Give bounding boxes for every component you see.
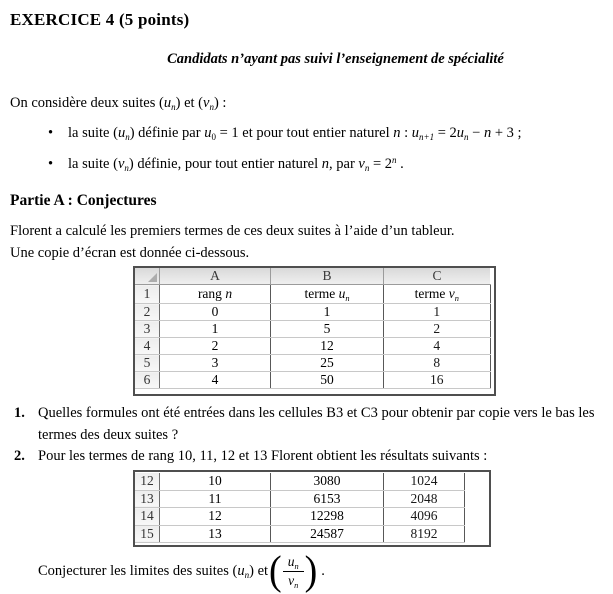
cell-a14: 12 bbox=[160, 508, 271, 526]
bullet-item-vn bbox=[10, 149, 603, 180]
row-number: 3 bbox=[135, 321, 160, 338]
question-1 bbox=[10, 403, 603, 446]
cell-a6: 4 bbox=[160, 372, 271, 389]
row-number: 6 bbox=[135, 372, 160, 389]
sequence-definitions-list bbox=[10, 118, 603, 180]
row-number: 14 bbox=[135, 508, 160, 526]
spreadsheet-table-1 bbox=[135, 268, 491, 389]
cell-b2: 1 bbox=[271, 304, 384, 321]
bullet-text-un: la suite $(u_n)$ définie par $u_0 = 1$ et pour tout entier naturel n : $u_{n+1} = 2u_n - n + 3$ ; bbox=[68, 125, 522, 143]
column-header-a: A bbox=[160, 268, 271, 285]
row-number: 1 bbox=[135, 285, 160, 304]
cell-b1: terme $u_n$ bbox=[271, 285, 384, 304]
row-number: 2 bbox=[135, 304, 160, 321]
cell-b3: 5 bbox=[271, 321, 384, 338]
big-close-paren: ) bbox=[304, 548, 318, 594]
cell-b13: 6153 bbox=[271, 490, 384, 508]
question-1-text: Quelles formules ont été entrées dans les cellules B3 et C3 pour obtenir par copie vers le bas les termes des deux suites ? bbox=[38, 405, 595, 443]
cell-c3: 2 bbox=[384, 321, 491, 338]
question-2 bbox=[10, 446, 603, 468]
cell-c14: 4096 bbox=[384, 508, 465, 526]
question-2-text: Pour les termes de rang 10, 11, 12 et 13 Florent obtient les résultats suivants : bbox=[38, 448, 488, 464]
cell-c5: 8 bbox=[384, 355, 491, 372]
cell-a3: 1 bbox=[160, 321, 271, 338]
cell-c6: 16 bbox=[384, 372, 491, 389]
cell-a13: 11 bbox=[160, 490, 271, 508]
bullet-icon: • bbox=[48, 156, 54, 172]
exercise-title: EXERCICE 4 (5 points) bbox=[10, 10, 190, 29]
cell-a1: rang n bbox=[160, 285, 271, 304]
cell-a12: 10 bbox=[160, 473, 271, 491]
question-1-number: 1. bbox=[14, 405, 25, 421]
cell-c4: 4 bbox=[384, 338, 491, 355]
cell-c12: 1024 bbox=[384, 473, 465, 491]
cell-b6: 50 bbox=[271, 372, 384, 389]
part-a-paragraph-1: Florent a calculé les premiers termes de ces deux suites à l’aide d’un tableur. bbox=[10, 223, 455, 239]
cell-b14: 12298 bbox=[271, 508, 384, 526]
part-a-heading: Partie A : Conjectures bbox=[10, 192, 157, 209]
period: . bbox=[321, 562, 325, 579]
fraction-numerator: $u_n$ bbox=[283, 554, 304, 572]
row-number: 13 bbox=[135, 490, 160, 508]
cell-c2: 1 bbox=[384, 304, 491, 321]
spreadsheet-screenshot-2 bbox=[133, 470, 491, 548]
bullet-text-vn: la suite $(v_n)$ définie, pour tout entier naturel n, par $v_n = 2^n$ . bbox=[68, 155, 404, 174]
select-all-corner bbox=[135, 268, 160, 285]
spreadsheet-table-2 bbox=[135, 473, 465, 544]
cell-b5: 25 bbox=[271, 355, 384, 372]
conclusion-line bbox=[10, 549, 603, 593]
exercise-subtitle: Candidats n’ayant pas suivi l’enseignement de spécialité bbox=[167, 51, 504, 67]
cell-a15: 13 bbox=[160, 525, 271, 543]
cell-a2: 0 bbox=[160, 304, 271, 321]
cell-a4: 2 bbox=[160, 338, 271, 355]
bullet-icon: • bbox=[48, 125, 54, 141]
row-number: 5 bbox=[135, 355, 160, 372]
row-number: 15 bbox=[135, 525, 160, 543]
corner-triangle-icon bbox=[148, 273, 157, 282]
bullet-item-un bbox=[10, 118, 603, 149]
cell-b15: 24587 bbox=[271, 525, 384, 543]
cell-a5: 3 bbox=[160, 355, 271, 372]
spreadsheet-screenshot-1 bbox=[133, 266, 496, 396]
part-a-paragraph-2: Une copie d’écran est donnée ci-dessous. bbox=[10, 245, 250, 261]
row-number: 12 bbox=[135, 473, 160, 491]
row-number: 4 bbox=[135, 338, 160, 355]
cell-c15: 8192 bbox=[384, 525, 465, 543]
column-header-c: C bbox=[384, 268, 491, 285]
intro-sentence: On considère deux suites $(u_n)$ et $(v_n)$ : bbox=[10, 95, 227, 113]
cell-c1: terme $v_n$ bbox=[384, 285, 491, 304]
question-2-number: 2. bbox=[14, 448, 25, 464]
big-open-paren: ( bbox=[269, 548, 282, 594]
column-header-b: B bbox=[271, 268, 384, 285]
cell-b4: 12 bbox=[271, 338, 384, 355]
fraction-denominator: $v_n$ bbox=[288, 572, 299, 590]
fraction-un-over-vn bbox=[283, 554, 304, 589]
cell-b12: 3080 bbox=[271, 473, 384, 491]
conclusion-text: Conjecturer les limites des suites $(u_n)$ et bbox=[38, 562, 269, 580]
cell-c13: 2048 bbox=[384, 490, 465, 508]
